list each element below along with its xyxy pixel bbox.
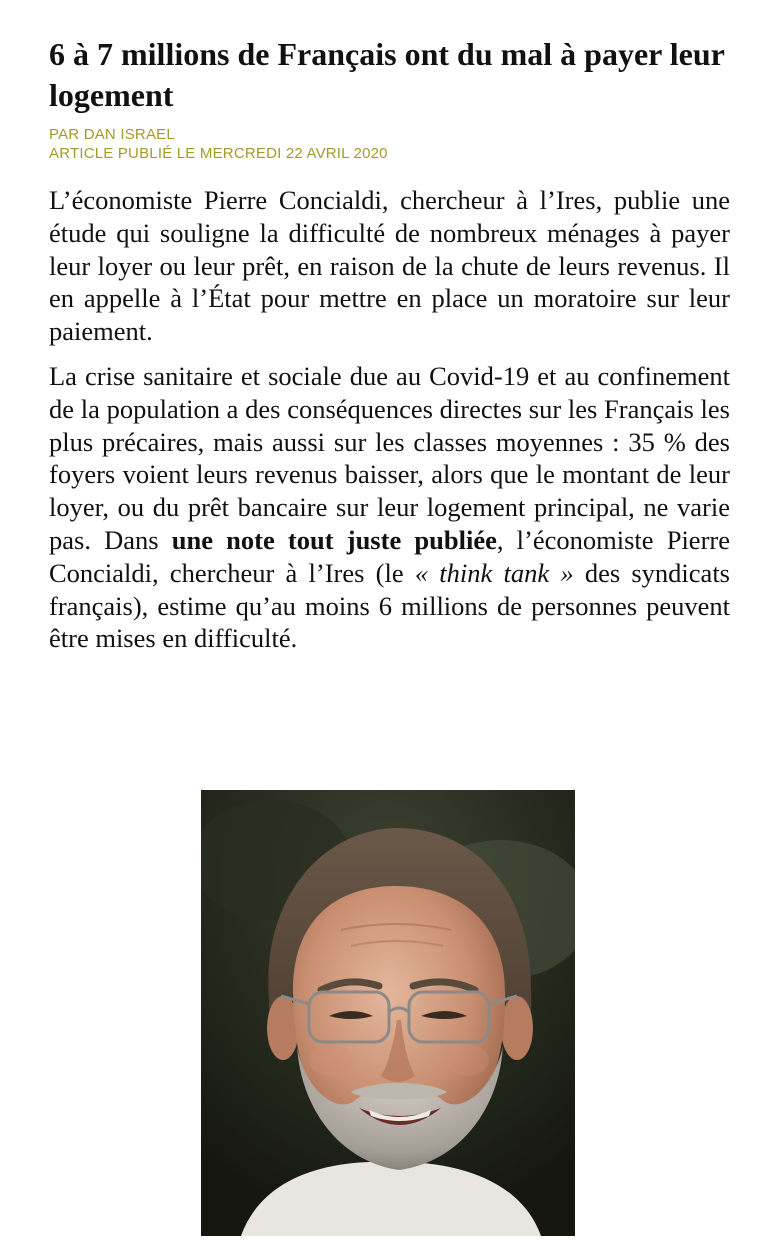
portrait-illustration — [201, 790, 575, 1236]
think-tank-italic: « think tank » — [414, 557, 574, 588]
article-headline: 6 à 7 millions de Français ont du mal à payer leur logement — [49, 36, 725, 113]
article-lede: L’économiste Pierre Concialdi, chercheur à l’Ires, publie une étude qui souligne la difficulté de nombreux ménages à payer leur loyer ou leur prêt, en raison de la chute de leurs revenus. Il en appelle à l’État pour mettre en place un moratoire sur leur paiement. — [49, 185, 730, 347]
article-paragraph — [49, 360, 730, 655]
article-dateline: ARTICLE PUBLIÉ LE MERCREDI 22 AVRIL 2020 — [49, 145, 388, 162]
portrait-photo — [201, 790, 575, 1236]
article — [49, 34, 730, 655]
paragraph-text-3: des syndicats français), estime qu’au moins 6 millions de personnes peuvent être mises en difficulté. — [49, 557, 730, 654]
article-byline: PAR DAN ISRAEL — [49, 126, 175, 143]
paragraph-text-2: , l’économiste Pierre Concialdi, chercheur à l’Ires (le — [49, 524, 730, 588]
paragraph-text-1: La crise sanitaire et sociale due au Covid-19 et au confinement de la population a des conséquences directes sur les Français les plus précaires, mais aussi sur les classes moyennes : 35 % des foyers voient leurs revenus baisser, alors que le montant de leur loyer, ou du prêt bancaire sur leur logement principal, ne varie pas. Dans — [49, 360, 730, 555]
note-link[interactable]: une note tout juste publiée — [171, 524, 497, 555]
